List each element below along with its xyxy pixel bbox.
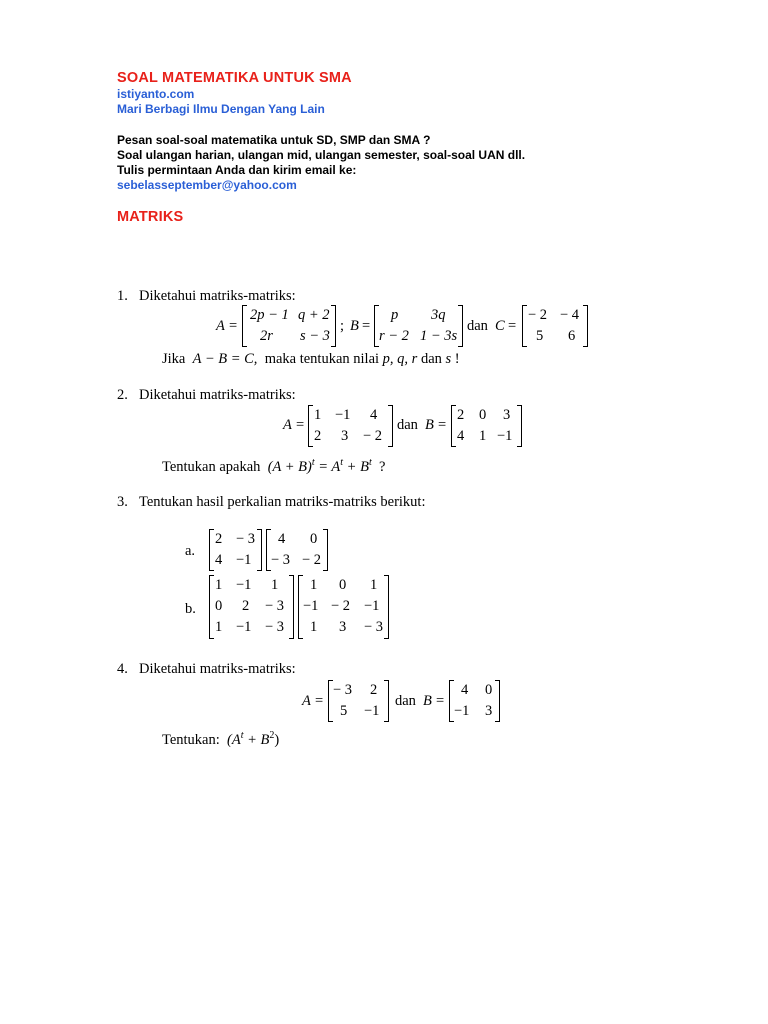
q1-separator: ;: [340, 318, 345, 334]
q2-A-eq: =: [296, 417, 305, 433]
matrix-cell: 1: [271, 577, 279, 593]
matrix-cell: 2: [370, 682, 378, 698]
matrix-cell: 4: [370, 407, 378, 423]
q2-number: 2.: [117, 387, 128, 403]
q1-dan2: dan: [420, 351, 442, 367]
q2-eq: = A: [318, 458, 341, 475]
q4-expr-open: (A: [227, 731, 241, 748]
matrix-cell: s − 3: [300, 328, 330, 344]
bracket-left: [242, 305, 247, 347]
q4-A-label: A: [302, 693, 311, 709]
q2-text: Diketahui matriks-matriks:: [139, 387, 296, 403]
q1-matrix-C: [522, 305, 590, 347]
matrix-cell: 1 − 3s: [420, 328, 458, 344]
matrix-cell: − 2: [528, 307, 548, 323]
matrix-cell: 2: [215, 531, 223, 547]
q3a-matrix-left: [209, 529, 263, 571]
q4-sup-2: 2: [269, 730, 275, 741]
q3a-matrix-right: [266, 529, 330, 571]
matrix-cell: 0: [215, 598, 223, 614]
matrix-cell: 3: [485, 703, 493, 719]
matrix-cell: 3q: [431, 307, 446, 323]
q4-expr-close: ): [274, 731, 280, 748]
matrix-cell: − 2: [302, 552, 322, 568]
bracket-left: [209, 529, 214, 571]
matrix-cell: 2r: [260, 328, 273, 344]
q3-number: 3.: [117, 494, 128, 510]
q4-A-eq: =: [315, 693, 324, 709]
matrix-cell: r − 2: [379, 328, 409, 344]
matrix-cell: 5: [340, 703, 348, 719]
matrix-cell: p: [391, 307, 399, 323]
matrix-cell: − 3: [333, 682, 353, 698]
bracket-right: [458, 305, 463, 347]
q3-a-label: a.: [185, 543, 196, 559]
promo-line-3: Tulis permintaan Anda dan kirim email ke:: [117, 163, 357, 177]
bracket-right: [384, 575, 389, 639]
q1-matrix-B: [374, 305, 466, 347]
matrix-cell: 3: [339, 619, 347, 635]
promo-line-1: Pesan soal-soal matematika untuk SD, SMP dan SMA ?: [117, 133, 431, 147]
bracket-left: [209, 575, 214, 639]
q2-B-label: B: [425, 417, 434, 433]
matrix-cell: −1: [236, 619, 252, 635]
matrix-cell: 4: [278, 531, 286, 547]
matrix-cell: − 2: [331, 598, 351, 614]
site-link[interactable]: istiyanto.com: [117, 87, 195, 101]
matrix-cell: 1: [310, 619, 318, 635]
q2-plus: + B: [346, 458, 369, 475]
q1-A-eq: =: [229, 318, 238, 334]
tagline: Mari Berbagi Ilmu Dengan Yang Lain: [117, 102, 325, 116]
email-link[interactable]: sebelasseptember@yahoo.com: [117, 178, 297, 192]
q1-jika-tail: maka tentukan nilai: [264, 351, 380, 367]
q4-dan: dan: [395, 693, 416, 709]
bracket-right: [257, 529, 262, 571]
q4-matrix-B: [449, 680, 501, 722]
promo-line-2: Soal ulangan harian, ulangan mid, ulangan semester, soal-soal UAN dll.: [117, 148, 526, 162]
matrix-cell: −1: [236, 577, 252, 593]
bracket-right: [289, 575, 294, 639]
q1-B-label: B: [350, 318, 359, 334]
q2-sup-t2: t: [340, 457, 344, 468]
matrix-cell: − 3: [265, 598, 285, 614]
q2-matrix-A: [308, 405, 394, 447]
q2-sup-t: t: [311, 457, 315, 468]
matrix-cell: 1: [370, 577, 378, 593]
matrix-cell: 0: [479, 407, 487, 423]
matrix-cell: 0: [339, 577, 347, 593]
q4-expr-mid: + B: [247, 731, 270, 748]
bracket-right: [323, 529, 328, 571]
q1-bang: !: [454, 351, 460, 367]
q1-condition: [162, 351, 460, 368]
matrix-cell: −1: [236, 552, 252, 568]
q4-text: Diketahui matriks-matriks:: [139, 661, 296, 677]
matrix-cell: − 3: [265, 619, 285, 635]
matrix-cell: 0: [310, 531, 318, 547]
doc-title: SOAL MATEMATIKA UNTUK SMA: [117, 70, 352, 86]
matrix-cell: 0: [485, 682, 493, 698]
matrix-cell: 2p − 1: [250, 307, 289, 323]
q4-matrix-A: [328, 680, 390, 722]
matrix-cell: − 3: [271, 552, 291, 568]
matrix-cell: −1: [364, 598, 380, 614]
bracket-right: [583, 305, 588, 347]
q1-var-s: s: [445, 351, 452, 367]
q4-number: 4.: [117, 661, 128, 677]
matrix-cell: 2: [314, 428, 322, 444]
q3b-matrix-left: [209, 575, 295, 639]
q4-question: [162, 730, 279, 749]
bracket-left: [522, 305, 527, 347]
q3b-matrix-right: [298, 575, 390, 639]
q4-B-eq: =: [436, 693, 445, 709]
bracket-right: [495, 680, 500, 722]
q1-number: 1.: [117, 288, 128, 304]
matrix-cell: 1: [215, 577, 223, 593]
matrix-cell: 4: [461, 682, 469, 698]
bracket-right: [388, 405, 393, 447]
q1-vars: p, q, r: [382, 351, 418, 367]
q2-question-text: Tentukan apakah: [162, 458, 261, 475]
matrix-cell: −1: [303, 598, 319, 614]
bracket-right: [517, 405, 522, 447]
q1-C-eq: =: [508, 318, 517, 334]
q1-C-label: C: [495, 318, 505, 334]
matrix-cell: − 2: [363, 428, 383, 444]
matrix-cell: −1: [497, 428, 513, 444]
matrix-cell: 2: [457, 407, 465, 423]
q2-B-eq: =: [438, 417, 447, 433]
matrix-cell: 5: [536, 328, 544, 344]
q2-question: [162, 457, 385, 476]
q1-matrix-A: [242, 305, 338, 347]
bracket-right: [384, 680, 389, 722]
section-heading: MATRIKS: [117, 209, 184, 225]
q2-A-label: A: [283, 417, 292, 433]
q3-text: Tentukan hasil perkalian matriks-matriks berikut:: [139, 494, 426, 510]
q1-text: Diketahui matriks-matriks:: [139, 288, 296, 304]
q2-dan: dan: [397, 417, 418, 433]
matrix-cell: q + 2: [298, 307, 330, 323]
matrix-cell: −1: [364, 703, 380, 719]
q2-matrix-B: [451, 405, 523, 447]
q1-A-label: A: [216, 318, 225, 334]
matrix-cell: − 3: [364, 619, 384, 635]
q4-sup-t: t: [240, 730, 244, 741]
bracket-left: [451, 405, 456, 447]
q3-b-label: b.: [185, 601, 196, 617]
bracket-right: [331, 305, 336, 347]
matrix-cell: 2: [242, 598, 250, 614]
q4-question-text: Tentukan:: [162, 731, 220, 748]
matrix-cell: − 3: [236, 531, 256, 547]
q1-dan: dan: [467, 318, 488, 334]
matrix-cell: 1: [479, 428, 487, 444]
matrix-cell: 1: [215, 619, 223, 635]
matrix-cell: 3: [503, 407, 511, 423]
q2-sup-t3: t: [368, 457, 372, 468]
q1-B-eq: =: [362, 318, 371, 334]
matrix-cell: 3: [341, 428, 349, 444]
matrix-cell: −1: [335, 407, 351, 423]
q4-B-label: B: [423, 693, 432, 709]
q2-qmark: ?: [378, 458, 386, 475]
matrix-cell: 1: [314, 407, 322, 423]
matrix-cell: 4: [215, 552, 223, 568]
matrix-cell: − 4: [560, 307, 580, 323]
matrix-cell: 6: [568, 328, 576, 344]
matrix-cell: −1: [454, 703, 470, 719]
q1-jika-expr: A − B = C,: [192, 351, 258, 367]
matrix-cell: 4: [457, 428, 465, 444]
q1-jika: Jika: [162, 351, 186, 367]
matrix-cell: 1: [310, 577, 318, 593]
q2-expr: (A + B): [267, 458, 312, 475]
bracket-left: [308, 405, 313, 447]
